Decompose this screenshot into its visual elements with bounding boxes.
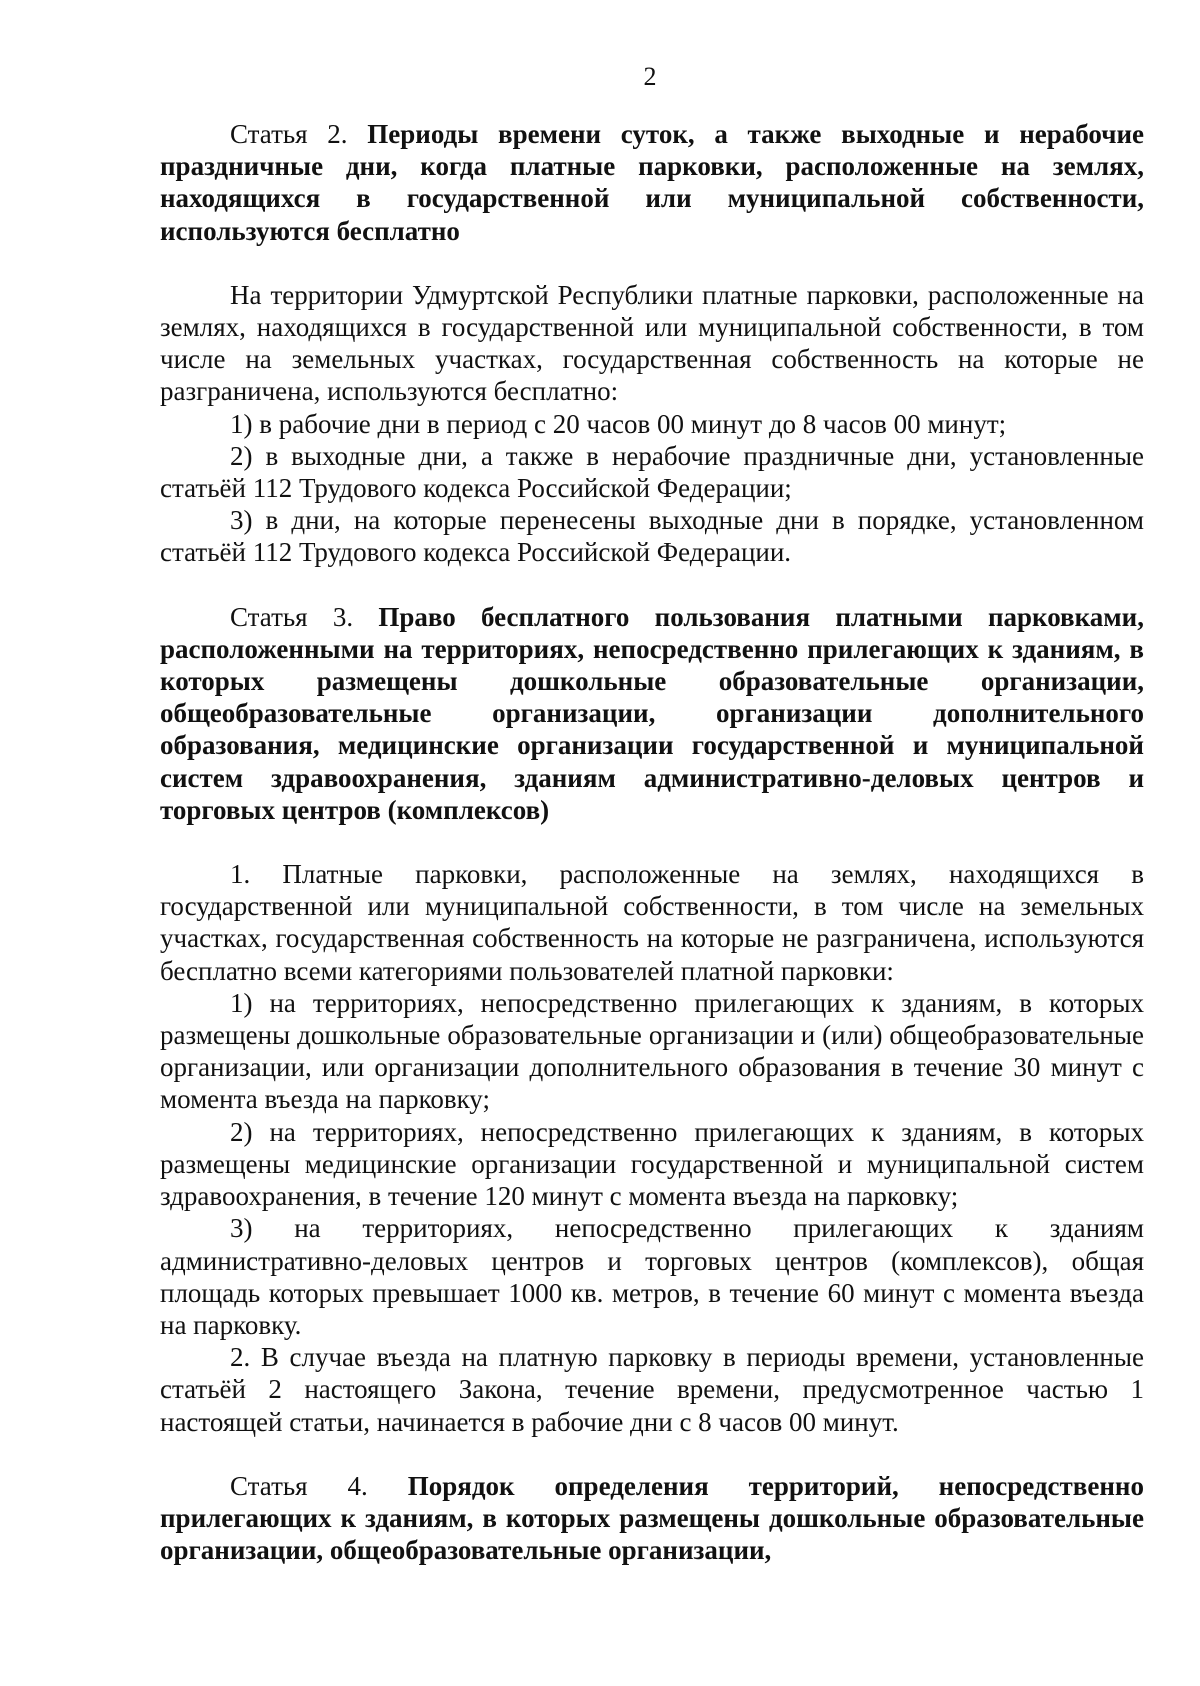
article-3-part-1: 1. Платные парковки, расположенные на землях, находящихся в государственной или муниципальной собственности, в том числе на земельных участках, государственная собственность на которые не разграничена, используются бесплатно всеми категориями пользователей платной парковки: bbox=[160, 859, 1144, 986]
article-3-item-1: 1) на территориях, непосредственно прилегающих к зданиям, в которых размещены дошкольные образовательные организации и (или) общеобразовательные организации, или организации дополнительного образования в течение 30 минут с момента въезда на парковку; bbox=[160, 987, 1144, 1115]
article-3-prefix: Статья 3. bbox=[230, 601, 379, 632]
article-2-heading bbox=[160, 118, 1144, 247]
article-2-item-2: 2) в выходные дни, а также в нерабочие праздничные дни, установленные статьёй 112 Трудового кодекса Российской Федерации; bbox=[160, 440, 1144, 504]
article-2-item-1: 1) в рабочие дни в период с 20 часов 00 минут до 8 часов 00 минут; bbox=[230, 408, 1007, 439]
article-3-item-2: 2) на территориях, непосредственно прилегающих к зданиям, в которых размещены медицинские организации государственной и муниципальной систем здравоохранения, в течение 120 минут с момента въезда на парковку; bbox=[160, 1116, 1144, 1212]
article-2-paragraph: На территории Удмуртской Республики платные парковки, расположенные на землях, находящихся в государственной или муниципальной собственности, в том числе на земельных участках, государственная собственность на которые не разграничена, используются бесплатно: bbox=[160, 279, 1144, 407]
article-3-part-2: 2. В случае въезда на платную парковку в периоды времени, установленные статьёй 2 настоящего Закона, течение времени, предусмотренное частью 1 настоящей статьи, начинается в рабочие дни с 8 часов 00 минут. bbox=[160, 1342, 1144, 1437]
article-2-prefix: Статья 2. bbox=[230, 119, 368, 149]
article-2-title: Периоды времени суток, а также выходные и нерабочие праздничные дни, когда платные парковки, расположенные на землях, находящихся в государственной или муниципальной собственности, используются бесплатно bbox=[160, 119, 1144, 246]
article-2-item-3: 3) в дни, на которые перенесены выходные дни в порядке, установленном статьёй 112 Трудового кодекса Российской Федерации. bbox=[160, 505, 1144, 568]
article-3-item-3: 3) на территориях, непосредственно прилегающих к зданиям административно-деловых центров и торговых центров (комплексов), общая площадь которых превышает 1000 кв. метров, в течение 60 минут с момента въезда на парковку. bbox=[160, 1213, 1144, 1340]
article-3-heading bbox=[160, 601, 1144, 826]
article-3-title: Право бесплатного пользования платными парковками, расположенными на территориях, непосредственно прилегающих к зданиям, в которых размещены дошкольные образовательные организации, общеобразовательные организации, организации дополнительного образования, медицинские организации государственной и муниципальной систем здравоохранения, зданиям административно-деловых центров и торговых центров (комплексов) bbox=[160, 601, 1144, 825]
article-4-heading bbox=[160, 1470, 1144, 1567]
article-4-title: Порядок определения территорий, непосредственно прилегающих к зданиям, в которых размещены дошкольные образовательные организации, общеобразовательные организации, bbox=[160, 1470, 1144, 1566]
page-number: 2 bbox=[643, 62, 657, 91]
article-4-prefix: Статья 4. bbox=[230, 1470, 408, 1501]
document-body bbox=[160, 118, 1144, 1566]
